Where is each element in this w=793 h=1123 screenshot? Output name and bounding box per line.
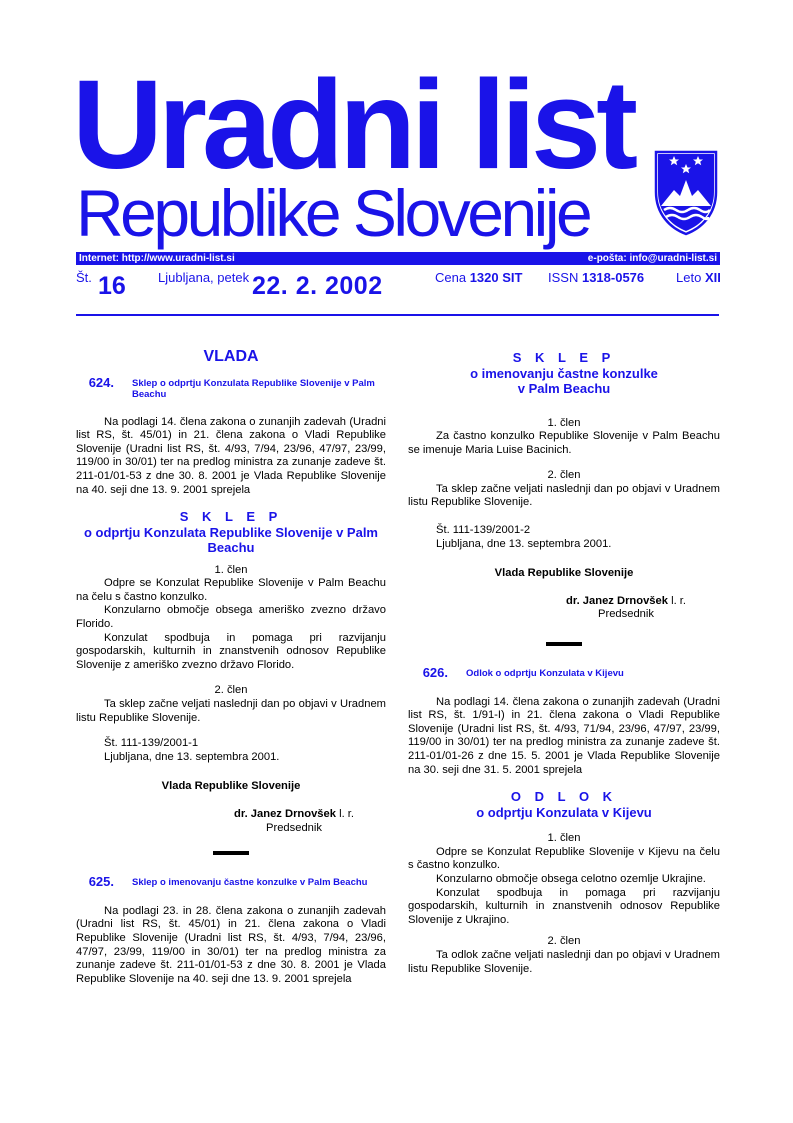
issue-number: 16: [98, 272, 126, 300]
article-title: Odlok o odprtju Konzulata v Kijevu: [466, 668, 624, 680]
paragraph: Konzularno območje obsega ameriško zvezno državo Florido.: [76, 604, 386, 631]
document-type: S K L E P: [512, 350, 616, 365]
place-date: Ljubljana, dne 13. septembra 2001.: [436, 537, 612, 550]
paragraph: Za častno konzulko Republike Slovenije v Palm Beachu se imenuje Maria Luise Bacinich.: [408, 430, 720, 456]
header-rule: [76, 314, 719, 316]
clause-heading: 1. člen: [214, 563, 248, 576]
masthead-title: Uradni list: [72, 54, 634, 195]
clause-heading: 1. člen: [547, 416, 581, 429]
paragraph: Odpre se Konzulat Republike Slovenije v Kijevu na čelu s častno konzulko.: [408, 845, 720, 872]
clause-heading: 2. člen: [547, 469, 581, 482]
issue-date: 22. 2. 2002: [252, 272, 383, 300]
article-625-heading: [76, 875, 386, 889]
contact-bar: [76, 252, 720, 265]
paragraph: Konzularno območje obsega celotno ozemlje Ukrajine.: [436, 872, 706, 885]
section-title: VLADA: [203, 348, 259, 365]
article-title: Sklep o odprtju Konzulata Republike Slovenije v Palm Beachu: [132, 377, 375, 400]
reference-number: Št. 111-139/2001-1: [104, 737, 199, 750]
place-date: Ljubljana, dne 13. septembra 2001.: [104, 750, 280, 763]
article-number: 626.: [422, 665, 448, 681]
government-signature: Vlada Republike Slovenije: [494, 567, 634, 580]
article-preamble: Na podlagi 14. člena zakona o zunanjih zadevah (Uradni list RS, št. 1/91-I) in 21. člena zakona o Vladi Republike Slovenije (Uradni list RS, št. 4/93, 71/94, 23/96, 47/97, 23/99, 119/00 in 30/01) ter na predlog ministra za zunanje zadeve št. 211-01/01-26 z dne 15. 5. 2001 je Vlada Republike Slovenije na 30. seji dne 31. 5. 2001 sprejela: [408, 695, 720, 776]
internet-link[interactable]: Internet: http://www.uradni-list.si: [79, 253, 235, 264]
signer: dr. Janez Drnovšek l. r.: [234, 807, 355, 820]
paragraph: Konzulat spodbuja in pomaga pri razvijanju gospodarskih, kulturnih in znanstvenih odnosov Republike Slovenije z ameriško zvezno državo Florido.: [76, 631, 386, 671]
clause-heading: 2. člen: [547, 935, 581, 948]
article-626-heading: [408, 666, 720, 680]
clause-heading: 1. člen: [547, 832, 581, 845]
signer: dr. Janez Drnovšek l. r.: [566, 594, 687, 607]
article-title: Sklep o imenovanju častne konzulke v Palm Beachu: [132, 877, 368, 889]
paragraph: Ta sklep začne veljati naslednji dan po objavi v Uradnem listu Republike Slovenije.: [408, 482, 720, 509]
document-title: o imenovanju častne konzulke v Palm Beachu: [470, 365, 658, 396]
email-link[interactable]: e-pošta: info@uradni-list.si: [587, 253, 717, 264]
paragraph: Ta sklep začne veljati naslednji dan po objavi v Uradnem listu Republike Slovenije.: [76, 698, 386, 724]
document-type: O D L O K: [510, 789, 618, 805]
signer-role: Predsednik: [266, 821, 322, 834]
issue-price: Cena 1320 SIT: [435, 270, 523, 285]
government-signature: Vlada Republike Slovenije: [161, 780, 301, 793]
clause-heading: 2. člen: [214, 684, 248, 697]
paragraph: Odpre se Konzulat Republike Slovenije v Palm Beachu na čelu s častno konzulko.: [76, 577, 386, 603]
document-title: o odprtju Konzulata Republike Slovenije v Palm Beachu: [84, 524, 378, 556]
article-624-heading: [76, 376, 386, 400]
reference-number: Št. 111-139/2001-2: [436, 524, 531, 537]
article-preamble: Na podlagi 14. člena zakona o zunanjih zadevah (Uradni list RS, št. 45/01) in 21. člena zakona o Vladi Republike Slovenije (Uradni list RS, št. 4/93, 7/94, 23/96, 47/97, 23/99, 119/00 in 30/01) ter na predlog ministra za zunanje zadeve št. 211-01/01-53 z dne 30. 8. 2001 je Vlada Republike Slovenije na 40. seji dne 13. 9. 2001 sprejela: [76, 415, 386, 496]
masthead-subtitle: Republike Slovenije: [76, 176, 590, 250]
issue-issn: ISSN 1318-0576: [548, 270, 645, 285]
paragraph: Konzulat spodbuja in pomaga pri razvijanju gospodarskih, kulturnih in znanstvenih odnosov Republike Slovenije z Ukrajino.: [408, 886, 720, 926]
article-number: 624.: [88, 374, 114, 390]
right-column: [408, 350, 720, 976]
issue-place-day: Ljubljana, petek: [158, 270, 250, 285]
paragraph: Ta odlok začne veljati naslednji dan po objavi v Uradnem listu Republike Slovenije.: [408, 948, 720, 975]
left-column: [76, 350, 386, 986]
coat-of-arms-icon: [652, 148, 720, 238]
signer-role: Predsednik: [598, 608, 654, 621]
document-type: S K L E P: [179, 509, 283, 525]
issue-year: Leto XII: [676, 270, 721, 285]
article-number: 625.: [88, 874, 114, 890]
issue-number-label: Št.: [76, 270, 92, 285]
article-preamble: Na podlagi 23. in 28. člena zakona o zunanjih zadevah (Uradni list RS, št. 45/01) in 21. člena zakona o Vladi Republike Slovenije (Uradni list RS, št. 4/93, 7/94, 23/96, 47/97, 23/99, 119/00 in 30/01) ter na predlog ministra za zunanje zadeve št. 211-01/01-53 z dne 30. 8. 2001 je Vlada Republike Slovenije na 40. seji dne 13. 9. 2001 sprejela: [76, 904, 386, 985]
document-title: o odprtju Konzulata v Kijevu: [476, 804, 652, 820]
